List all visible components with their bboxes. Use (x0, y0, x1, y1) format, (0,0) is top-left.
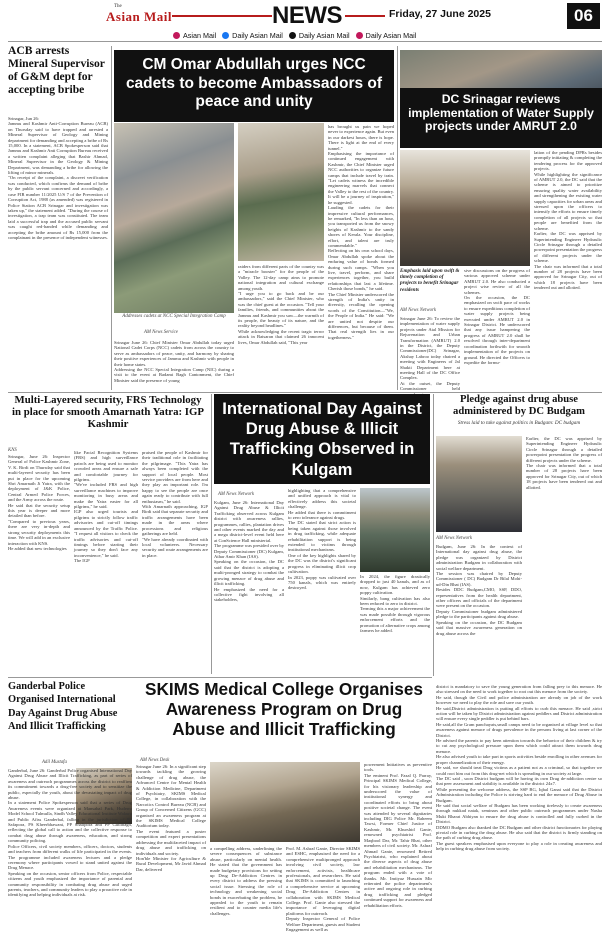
cm-headline: CM Omar Abdullah urges NCC cadets to become Ambassadors of peace and unity (114, 50, 394, 122)
dc-article (400, 50, 602, 390)
social-handle-label: Asian Mail (183, 30, 217, 40)
dc-col1: Srinagar June 26: To review the implementation of water supply projects under Atal Mission for Rejuvenation and Urban Transformation (AMRUT) 2.0 in the District, the Deputy Commissioner(DC) Srinagar, Akshay Labroo today chaired a meeting with Engineers of Jal Shakti Department here at meeting Hall of the DC Office Complex. At the outset, the Deputy Commissioner held (400, 316, 460, 392)
skims-headline: SKIMS Medical College Organises Awareness Program on Drug Abuse and Illicit Trafficking (145, 679, 423, 739)
frs-headline: Multi-Layered security, FRS Technology in place for smooth Amarnath Yatra: IGP Kashmir (12, 394, 204, 431)
idad-photo (360, 488, 430, 572)
frs-byline: KNS (8, 448, 17, 453)
cm-byline: AM News Service (144, 330, 178, 335)
brand-rule (172, 15, 272, 17)
dc-pullquote: Emphasis laid upon swift & timely completion of projects to benefit Srinagar residents (400, 268, 460, 293)
frs-col3: praised the people of Kashmir for their traditional role in facilitating the pilgrimage. "This Yatra has always been completed with the support of local people. Most service providers are from here and they play an important role. I'm happy to see the people are once again ready to contribute with full enthusiasm," he said. With Amarnath approaching, IGP Birdi said that separate security and traffic arrangements have been made in the areas where processions and religious gatherings are held. "We have already coordinated with local volunteers. Necessary security and route arrangements are in place. (142, 450, 208, 558)
instagram-icon (173, 32, 180, 39)
skims-photo (210, 762, 360, 842)
dc-byline: AM News Network (400, 308, 436, 313)
idad-col2: highlighting that a comprehensive and unified approach is vital to effectively address this societal challenge. He added that there is commitment to zero tolerance against drugs. The DC stated that strict action is being taken against those involved in drug trafficking, while adequate rehabilitation support is being extended to victims through institutional mechanisms. One of the key highlights shared by the DC was the district's significant progress in eliminating illicit crop cultivation. In 2023, poppy was cultivated over 750 kanals, which was entirely destroyed. (288, 488, 356, 591)
page-number: 06 (567, 3, 600, 29)
idad-col3: In 2024, the figure drastically dropped to just 40 kanals, and as of now, Kulgam has achieved zero poppy cultivation. Similarly, bang cultivation has also been reduced to zero in district. Terming this a major achievement the was made possible through vigorous enforcement efforts and the promotion of alternative crops among farmers he added. (360, 574, 430, 634)
pledge-article (436, 394, 602, 945)
frs-col2: like Facial Recognition Systems (FRS) and high surveillance patrols are being used to monitor crowded areas and ensure a safe and comfortable journey for pilgrims. "We've included FRS and high surveillance machines to improve monitoring in busy areas and make the Yatra easier for all pilgrims," he said. IGP also urged tourists and pilgrims to strictly follow traffic advisories and cut-off timings announced by the Traffic Police. "I request all visitors to check the traffic advisories and cut-off timings before starting their journey so they don't face any inconvenience," he said. The IGP (74, 450, 138, 564)
facebook-icon (222, 32, 229, 39)
skims-col2: a compelling address, underlining the severe consequences of substance abuse, particularly on mental health. He stated that the government has made budgetary provisions for setting up Drug De-Addiction Centres in every district to address the pressing social issue. Stressing the role of technology and weakening social bonds in exacerbating the problem, he appealed to the youth to remain resilient and to counter media life's challenges. (210, 846, 284, 916)
section-title: NEWS (272, 2, 342, 29)
social-handle-label: Daily Asian Mail (365, 30, 417, 40)
social-handle-label: Daily Asian Mail (232, 30, 283, 40)
x-icon (289, 32, 296, 39)
acb-body: Srinagar, Jun 26: Jammu and Kashmir Anti-Corruption Bureau (ACB) on Thursday said to have trapped and arrested a Mineral Supervisor of Geology and Mining department for demanding and accepting a bribe of Rs 15,000. In a statement, ACB Spokesperson said that Jammu and Kashmir Anti Corruption Bureau received a written complaint alleging that Bashir Ahmad, Mineral Supervisor in the Geology & Mining Department, was demanding a bribe for allowing the lifting of minor minerals. "On receipt of the complaint, a discreet verification was conducted, which confirms the demand of bribe by the public servant concerned and accordingly, a case FIR number 11/2025 U/S 7 of the Prevention of Corruption Act, 1988 (as amended) was registered in Police Station ACB Srinagar and investigation was taken up," the statement added. "During the course of investigation, a trap team was constituted. The team laid a successful trap and the accused public servant was caught red-handed while demanding and accepting the bribe amount of Rs 15,000 from the complainant in the presence of independent witnesses. (8, 116, 109, 240)
col-divider (211, 394, 212, 674)
cm-col2: raiders from different parts of the country was a "miracle booster" for the people of the Valley. The 12-day camp aims to promote national integration and cultural exchange among youth. "I urge you to go back and be our ambassadors," said the Chief Minister, who was the chief guest at the occasion. "Tell your families, friends, and communities about the Jammu and Kashmir you saw—the warmth of its people, the beauty of its nature, and the reality beyond headlines." While acknowledging the recent tragic terror attack in Baisaran that claimed 26 innocent lives, Omar Abdullah said, "This year (238, 264, 324, 345)
ganderbal-byline: Adil Mustafa (42, 760, 67, 765)
skims-col1: Srinagar June 26: In a significant step towards tackling the growing challenge of drug abuse, the Advanced Centre for Mental Health & Addiction Medicine, Department of Psychiatry, SKIMS Medical College, in collaboration with the Narcotics Control Bureau (NCB) and Group of Concerned Citizens (GCC) organised an awareness program at the SKIMS Medical College Auditorium today. The event featured a poster competition and expert presentations addressing the multifaceted impact of drug abuse and trafficking on individuals and society. Hon'ble Minister for Agriculture & Rural Development, Mr Javid Ahmad Dar, delivered (136, 764, 206, 872)
social-handle (356, 30, 417, 40)
cm-article (114, 50, 394, 390)
brand-small: The (114, 4, 122, 9)
skims-byline: AM News Desk (140, 758, 170, 763)
pledge-headline: Pledge against drug abuse administered by DC Budgam (453, 394, 585, 417)
ganderbal-headline: Ganderbal Police Organised International Day Against Drug Abuse And Illicit Trafficking (8, 681, 118, 732)
ganderbal-article (8, 680, 132, 945)
social-handle (173, 30, 216, 40)
pledge-col2: Earlier, the DC was apprised by Superintending Engineer Hydraulic Circle Srinagar through a detailed powerpoint presentation the progress of different projects under the scheme. The chair was informed that a total number of 28 projects have been approved for Srinagar City, out of which 18 projects have been tendered out and allotted. (526, 436, 602, 490)
social-handle (289, 30, 350, 40)
brand-logo (106, 4, 173, 26)
acb-article (8, 44, 108, 390)
pledge-subtitle: Stress laid to take against politics in Budgam: DC budgam (457, 420, 581, 426)
acb-headline: ACB arrests Mineral Supervisor of G&M dept for accepting bribe (8, 44, 105, 96)
cm-caption: Addresses cadets at NCC Special Integration Camp (122, 314, 226, 319)
skims-article (136, 680, 432, 945)
idad-headline: International Day Against Drug Abuse & Illicit Trafficking Observed in Kulgam (214, 394, 430, 484)
cm-photo-2 (238, 123, 324, 261)
pledge-byline: AM News Network (436, 536, 472, 541)
dc-col3: lation of the pending DPRs besides promptly initiating & completing the tendering process for the approved projects. While highlighting the significance of AMRUT 2.0, the DC said that the scheme is aimed to prioritize ensuring quality water availability and strengthening the existing water supply capacities for urban areas and stressed upon the officers to intensify the efforts to ensure timely completion of all projects so that people are benefited from the scheme. Earlier, the DC was apprised by Superintending Engineer Hydraulic Circle Srinagar through a detailed powerpoint presentation the progress of different projects under the scheme. The chair was informed that a total number of 28 projects have been approved for Srinagar City, out of which 18 projects have been tendered out and allotted. (534, 150, 602, 291)
cm-col1: Srinagar June 26: Chief Minister Omar Abdullah today urged National Cadet Corps (NCC) cadets from across the country to serve as ambassadors of peace, unity, and harmony by sharing their positive experiences of Jammu and Kashmir with people in their home states. Addressing the NCC Special Integration Camp (NIC) during a visit to the event at Badami Bagh Cantonment, the Chief Minister said the presence of young (114, 340, 234, 383)
pledge-col1: Budgam, June 26: In the context of International day against drug abuse, the pledge was organized by District administration Budgam in collaboration with social welfare department. The session was chaired by Deputy Commissioner ( DC) Budgam Dr Bilal Mohi-ud-Din Bhat (IAS). Besides DDC Budgam,CMO, SSP, DDO, representatives from the health department, other officers and officials of the department were present on the occasion. Deputy Commissioner budgam administered pledge to the participants against drug abuse. Speaking on the occasion, the DC Budgam said that massive awareness generation on drug abuse across the (436, 544, 522, 636)
skims-col4: powerment Initiatives as preventive tools. The eminent Prof. Fazal Q. Parray, Principal SKIMS Medical College, for his visionary leadership and underscored the value of institutional synergy and coordinated efforts to bring about positive societal change. The event was attended by several dignitaries including DIG Police Mr. Raheem Tawsi, Former Chief Justice of Kashmir, Mr. Khurshid Ganie, renowned psychiatrist Prof. Maqbool Dar, Mr. Tahir Bhat, other members of civil society. Mr. Ashraf Ahmad Ganie, renowned Retired Psychiatrist, who explained about the diverse aspects of drug abuse and rehabilitation mechanisms. The program ended with a vote of thanks. Mr. Imtiyaz Hussain Mir reiterated the police department's active and ongoing role in curbing drug trafficking and pledged continued support for awareness and rehabilitation efforts. (364, 762, 432, 908)
skims-col3: Prof. M. Ashraf Ganie, Director SKIMS and ESHC, emphasised the need for a comprehensive multipronged approach involving civil society, law enforcement, activists, healthcare professionals, and researchers. He said that SKIMS is committed to launching a comprehensive service at upcoming Drug De-Addiction Centres in collaboration with SKIMS Medical College. Prof. Ganie also stressed the importance of leveraging digital platforms for outreach. Deputy Inspector General of Police Welfare Department, guests and Student Engagement as well as (286, 846, 360, 933)
col-divider (397, 46, 398, 390)
dc-photo-2 (400, 150, 530, 266)
issue-date: Friday, 27 June 2025 (389, 8, 491, 20)
cm-col3: has brought us pain we hoped never to experience again. But even in our darkest hours, there is hope. There is light at the end of every tunnel." Emphasising the importance of continued engagement with Kashmir, the Chief Minister urged NCC authorities to organize future camps that include travel by train. "Let cadets witness the incredible engineering marvels that connect the Valley to the rest of the country. It will be a journey of inspiration," he suggested. Lauding the cadets for their impressive cultural performances, he remarked, "In less than an hour, you transported us from the snowy heights of Kashmir to the sandy shores of Kerala. Your discipline, effort, and talent are truly commendable." Reflecting on his own school days, Omar Abdullah spoke about the enduring value of bonds formed during such camps. "When you live, travel, perform, and share experiences together, you build relationships that last a lifetime. Cherish those bonds," he said. The Chief Minister underscored the strength of India's unity in diversity, recalling the opening words of the Constitution—"We, the People of India." He said: "We are united not despite our differences, but because of them. That real strength lies in our togetherness." (328, 124, 394, 340)
dc-col2: sive discussions on the progress of various approved scheme under AMRUT 2.0. He also conducted a project wise review of all the schemes. On the occasion, the DC emphasized on swift pace of works to ensure expeditious completion of water supply projects being executed under AMRUT 2.0 in Srinagar District. He underscored that any issue hampering the progress of AMRUT 2.0 shall be resolved through inter-department coordination forthwith for smooth implementation of the projects on ground. He directed the Officers to expedite the formu- (464, 268, 530, 365)
frs-col1: Srinagar, June 26: Inspector General of Police Kashmir Zone, V. K. Birdi on Thursday said that multi-layered security has been put in place for the upcoming Shri Amarnath Ji Yatra, with the deployment of J&K Police, Central Armed Police Forces, and the Army across the route. He said that the security setup this year is deeper and more detailed than before. "Compared to previous years, there are very in-depth and strong security deployments this time. We will add in an exclusive interaction with KNS. He added that new technologies (8, 454, 70, 551)
masthead (0, 0, 610, 40)
col-divider (111, 46, 112, 390)
idad-col1: Kulgam, June 26: International Day Against Drug Abuse & Illicit Trafficking observed across Kulgam district with awareness rallies, programmes, rallies, plantation drives and other events marked the day and a mega district-level event held here at ConScience Hall ministerial. The programme was presided over by Deputy Commissioner (DC) Kulgam, Athar Amir Khan (IAS). Speaking on the occasion, the DC said that the district is adopting a multi-pronged strategy to combat the growing menace of drug abuse and illicit trafficking. He emphasized the need for a collective fight involving all stakeholders, (214, 500, 284, 603)
idad-byline: AM News Network (218, 492, 254, 497)
pledge-full: district is mandatory to save the young generation from falling prey to this menace. He also stressed on the need to work together to root out this menace from the society. He said, though the Civil and police administration are already on job of the work however we need to play the role and save our youth. He said,District administration is putting all efforts to curb this menace. He said ,strict action will be taken by District administration against peddlers and District administration will ensure every single peddler is put behind bars. He said,all the Gram panchayats,small camps need to be organised at village level so that awareness against menace of drugs prevalence in the persons living at last corner of the District. He advised the parents to pay keen attention towards the behavior of their children & try to cut any psychological pressure upon them which could attract them towards drug menace. He also advised youth to take part in sports activities beside enrolling in other avenues for proper channelization of their energy. He said, we should treat Drug victims as a patient not as a criminal, so that together we could root him out from this drug-net which is spreading in our society at large. The DC said , soon District budgam will be having its own Drug de-addiction centre so that peer assessment and stability is available in the district 24x7. While presenting the welcome address, the SSP BG, Iqbal Ganai said that the District Administration including the Police is striving hard to end the menace of Drug Abuse in Budgam. He said that social welfare of Budgam has been working tirelessly to create awareness through nukkad natak, seminars and other public outreach programmes under Nasha Mukt Bharat Abhiyan to ensure the drug abuse is controlled and fully curbed in the District. DDMO Budgam also thanked the DC Budgam and other district functionaries for playing pivotal role in curbing the drug abuse. He also said that the district is firmly standing on the path of curbing drug abuse. The guest speakers emphasised upon everyone to play a role in creating awareness and help in curbing drug abuse from society. (436, 684, 602, 852)
section-divider (8, 392, 602, 393)
instagram-icon (356, 32, 363, 39)
ganderbal-body: Ganderbal, June 26: Ganderbal Police organised International Day Against Drug Abuse and Illicit Trafficking, as part of series of awareness and outreach programmes across the district to reaffirm its commitment towards a drug-free society and to sensitize the public, especially the youth, about the devastating impact of drug abuse. In a statement Police Spokesperson said that a series of Drug Awareness events were organized at Mansabal Park, Huderra Model School Tulmulla, Sindh Valley Educational Institute Wakura and Public Afiss Ganderbal, falling in the jurisdiction of PS Safapora, PS Kheerbhawani, PP Shalipora and PP Gutlibagh, reflecting the global call to action and the collective response to combat drug abuse through awareness, education, and strong community policing. Police Officers, civil society members, officers, doctors, students and teachers from different walks of life participated in the events. The programme included awareness lectures and a pledge ceremony where participants vowed to stand united against the Drug Menace. Speaking on the occasion, senior officers from Police, respectable citizens and youth emphasized the importance of parental and community responsibility in combating drug abuse and urged parents, teachers, and community leaders to play a proactive role in identifying and helping individuals at risk. (8, 768, 132, 898)
frs-article (8, 394, 208, 676)
col-divider (433, 394, 434, 676)
pledge-photo (436, 436, 522, 532)
social-handle-label: Daily Asian Mail (298, 30, 350, 40)
social-bar (173, 30, 443, 40)
idad-article (214, 394, 430, 676)
section-divider (8, 677, 432, 678)
masthead-divider (8, 41, 602, 42)
brand-name: Asian Mail (106, 9, 173, 24)
social-handle (222, 30, 283, 40)
dc-headline: DC Srinagar reviews implementation of Water Supply projects under AMRUT 2.0 (400, 88, 602, 148)
date-rule (345, 15, 385, 17)
cm-photo (114, 123, 234, 313)
